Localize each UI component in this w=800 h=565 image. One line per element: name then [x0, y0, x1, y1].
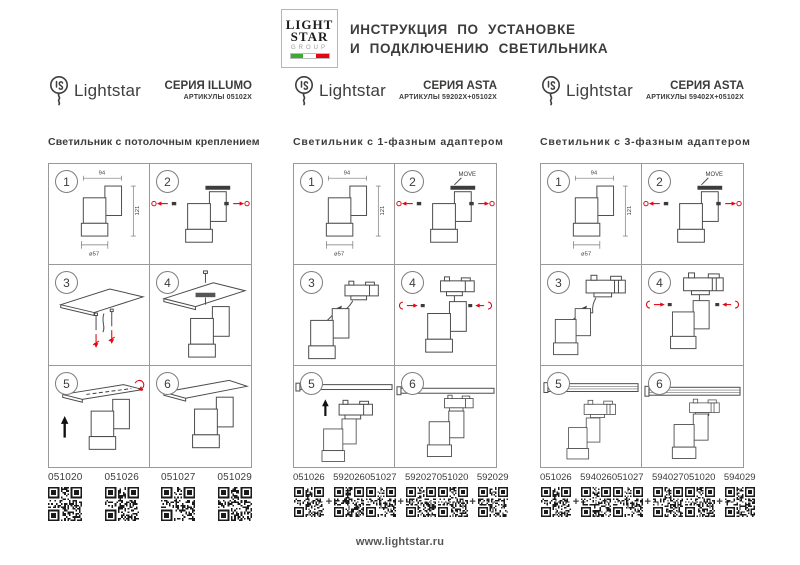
step-3-cell — [294, 265, 395, 366]
plus-sign: + — [397, 496, 404, 508]
series-block — [399, 80, 497, 101]
unscrew-left-arrow-icon — [397, 201, 421, 205]
step-number-badge: 1 — [547, 170, 570, 193]
push-up-arrow-icon — [61, 416, 68, 438]
series-title: СЕРИЯ ASTA — [423, 80, 497, 92]
lightstar-bulb-icon — [48, 75, 72, 107]
column-header — [48, 75, 252, 107]
mounting-bar — [196, 293, 216, 297]
qr-code — [438, 487, 468, 517]
plus-sign: + — [469, 496, 476, 508]
unscrew-right-arrow-icon — [224, 201, 249, 205]
move-label: MOVE — [705, 171, 724, 178]
sku-row — [48, 472, 252, 521]
page-title-line2: И ПОДКЛЮЧЕНИЮ СВЕТИЛЬНИКА — [350, 41, 609, 56]
column-illumo — [48, 75, 260, 550]
page-title — [350, 20, 608, 58]
step-number-badge: 2 — [401, 170, 424, 193]
dim-height-label: 121 — [135, 205, 142, 216]
step-5-cell — [49, 366, 150, 467]
series-articles: АРТИКУЛЫ 05102X — [183, 94, 252, 101]
unscrew-left-arrow-icon — [644, 201, 668, 205]
sku-code: 594029 — [723, 472, 756, 483]
unscrew-right-arrow-icon — [716, 201, 741, 205]
step-number-badge: 2 — [648, 170, 671, 193]
qr-code — [541, 487, 571, 517]
dim-diameter-label: ø57 — [581, 251, 592, 258]
dim-width-label: 94 — [343, 170, 351, 177]
logo-line1: LIGHT — [285, 16, 334, 32]
column-asta-1phase — [293, 75, 509, 550]
sku-code: 051020 — [683, 472, 716, 483]
sku-code: 051026 — [540, 472, 572, 483]
qr-code — [613, 487, 643, 517]
lightstar-brand — [48, 75, 141, 107]
step-number-badge: 1 — [300, 170, 323, 193]
dim-height-label: 121 — [380, 205, 387, 216]
step-number-badge: 5 — [547, 372, 570, 395]
sku-pair — [612, 472, 684, 517]
qr-code — [581, 487, 611, 517]
qr-code — [334, 487, 364, 517]
series-articles: АРТИКУЛЫ 59202X+05102X — [399, 94, 497, 101]
sku-code: 051027 — [160, 472, 196, 483]
push-up-arrow-icon — [322, 399, 329, 416]
qr-code — [406, 487, 436, 517]
qr-code — [294, 487, 324, 517]
qr-code — [653, 487, 683, 517]
instruction-grid — [48, 163, 252, 468]
step-number-badge: 6 — [648, 372, 671, 395]
page-title-line1: ИНСТРУКЦИЯ ПО УСТАНОВКЕ — [350, 22, 576, 37]
lightstar-group-logo — [281, 9, 338, 68]
screw-in-left-arrow-icon — [646, 301, 671, 308]
sku-pair — [437, 472, 509, 517]
sku-item — [48, 472, 83, 521]
move-label: MOVE — [458, 171, 477, 178]
column-header — [293, 75, 497, 107]
brand-wordmark: Lightstar — [74, 81, 142, 100]
dim-diameter-label: ø57 — [89, 251, 100, 258]
step-4-cell — [150, 265, 251, 366]
step-number-badge: 4 — [648, 271, 671, 294]
step-1-cell — [294, 164, 395, 265]
column-subtitle: Светильник с 1-фазным адаптером — [293, 136, 504, 148]
column-asta-3phase — [540, 75, 756, 550]
logo-line2: STAR — [290, 28, 329, 44]
mounting-bar — [205, 186, 230, 190]
sku-code: 051020 — [48, 472, 83, 483]
unscrew-left-arrow-icon — [152, 201, 176, 205]
step-number-badge: 6 — [156, 372, 179, 395]
step-6-cell — [642, 366, 743, 467]
qr-code — [105, 487, 139, 521]
column-header — [540, 75, 744, 107]
step-number-badge: 3 — [547, 271, 570, 294]
qr-code — [685, 487, 715, 517]
lightstar-brand — [540, 75, 633, 107]
qr-code — [161, 487, 195, 521]
step-number-badge: 5 — [300, 372, 323, 395]
logo-line3: GROUP — [290, 44, 328, 51]
sku-item — [217, 472, 252, 521]
step-number-badge: 4 — [156, 271, 179, 294]
screw-in-right-arrow-icon — [468, 302, 491, 309]
step-number-badge: 1 — [55, 170, 78, 193]
step-6-cell — [395, 366, 496, 467]
step-4-cell — [642, 265, 743, 366]
step-2-cell — [642, 164, 743, 265]
column-subtitle: Светильник с 3-фазным адаптером — [540, 136, 751, 148]
lightstar-bulb-icon — [293, 75, 317, 107]
unscrew-right-arrow-icon — [469, 201, 494, 205]
series-title: СЕРИЯ ILLUMO — [164, 80, 252, 92]
step-5-cell — [541, 366, 642, 467]
step-3-cell — [541, 265, 642, 366]
sku-code: 592026 — [333, 472, 365, 483]
sku-item — [104, 472, 139, 521]
plus-sign: + — [325, 496, 333, 508]
qr-code — [48, 487, 82, 521]
step-6-cell — [150, 366, 251, 467]
screw-in-down-arrow-icon — [109, 330, 115, 344]
column-subtitle: Светильник с потолочным креплением — [48, 136, 260, 148]
plus-sign: + — [572, 496, 580, 508]
qr-code — [725, 487, 755, 517]
italian-flag-icon — [290, 53, 330, 59]
sku-row — [540, 472, 756, 517]
screw-in-right-arrow-icon — [715, 301, 738, 308]
website-url: www.lightstar.ru — [355, 536, 445, 548]
step-number-badge: 5 — [55, 372, 78, 395]
series-title: СЕРИЯ ASTA — [670, 80, 744, 92]
brand-wordmark: Lightstar — [319, 81, 387, 100]
sku-code: 594027 — [651, 472, 684, 483]
sku-code: 051026 — [293, 472, 325, 483]
step-number-badge: 4 — [401, 271, 424, 294]
lightstar-bulb-icon — [540, 75, 564, 107]
dim-diameter-label: ø57 — [334, 251, 345, 258]
sku-row — [293, 472, 509, 517]
screw-in-left-arrow-icon — [399, 302, 424, 309]
sku-code: 051029 — [217, 472, 252, 483]
sku-code: 592027 — [404, 472, 437, 483]
mounting-bar — [450, 186, 475, 190]
sku-pair — [293, 472, 365, 517]
lightstar-brand — [293, 75, 386, 107]
step-number-badge: 3 — [300, 271, 323, 294]
sku-code: 592029 — [476, 472, 509, 483]
dim-width-label: 94 — [590, 170, 598, 177]
mounting-bar — [697, 186, 722, 190]
series-block — [165, 80, 252, 101]
sku-code: 051027 — [364, 472, 397, 483]
series-block — [646, 80, 744, 101]
step-number-badge: 2 — [156, 170, 179, 193]
sku-pair — [365, 472, 437, 517]
step-number-badge: 6 — [401, 372, 424, 395]
sku-pair — [540, 472, 612, 517]
plus-sign: + — [716, 496, 723, 508]
series-articles: АРТИКУЛЫ 59402X+05102X — [646, 94, 744, 101]
instruction-grid — [293, 163, 497, 468]
step-1-cell — [541, 164, 642, 265]
sku-item — [161, 472, 196, 521]
sku-code: 051027 — [611, 472, 644, 483]
screw-in-down-arrow-icon — [93, 334, 99, 348]
qr-code — [478, 487, 508, 517]
step-number-badge: 3 — [55, 271, 78, 294]
step-2-cell — [395, 164, 496, 265]
step-4-cell — [395, 265, 496, 366]
brand-wordmark: Lightstar — [566, 81, 634, 100]
step-3-cell — [49, 265, 150, 366]
qr-code — [366, 487, 396, 517]
sku-code: 051020 — [436, 472, 469, 483]
plus-sign: + — [644, 496, 651, 508]
step-1-cell — [49, 164, 150, 265]
sku-code: 051026 — [104, 472, 140, 483]
step-2-cell — [150, 164, 251, 265]
qr-code — [218, 487, 252, 521]
instruction-grid — [540, 163, 744, 468]
step-5-cell — [294, 366, 395, 467]
dim-height-label: 121 — [627, 205, 634, 216]
sku-code: 594026 — [580, 472, 612, 483]
dim-width-label: 94 — [98, 170, 106, 177]
sku-pair — [684, 472, 756, 517]
